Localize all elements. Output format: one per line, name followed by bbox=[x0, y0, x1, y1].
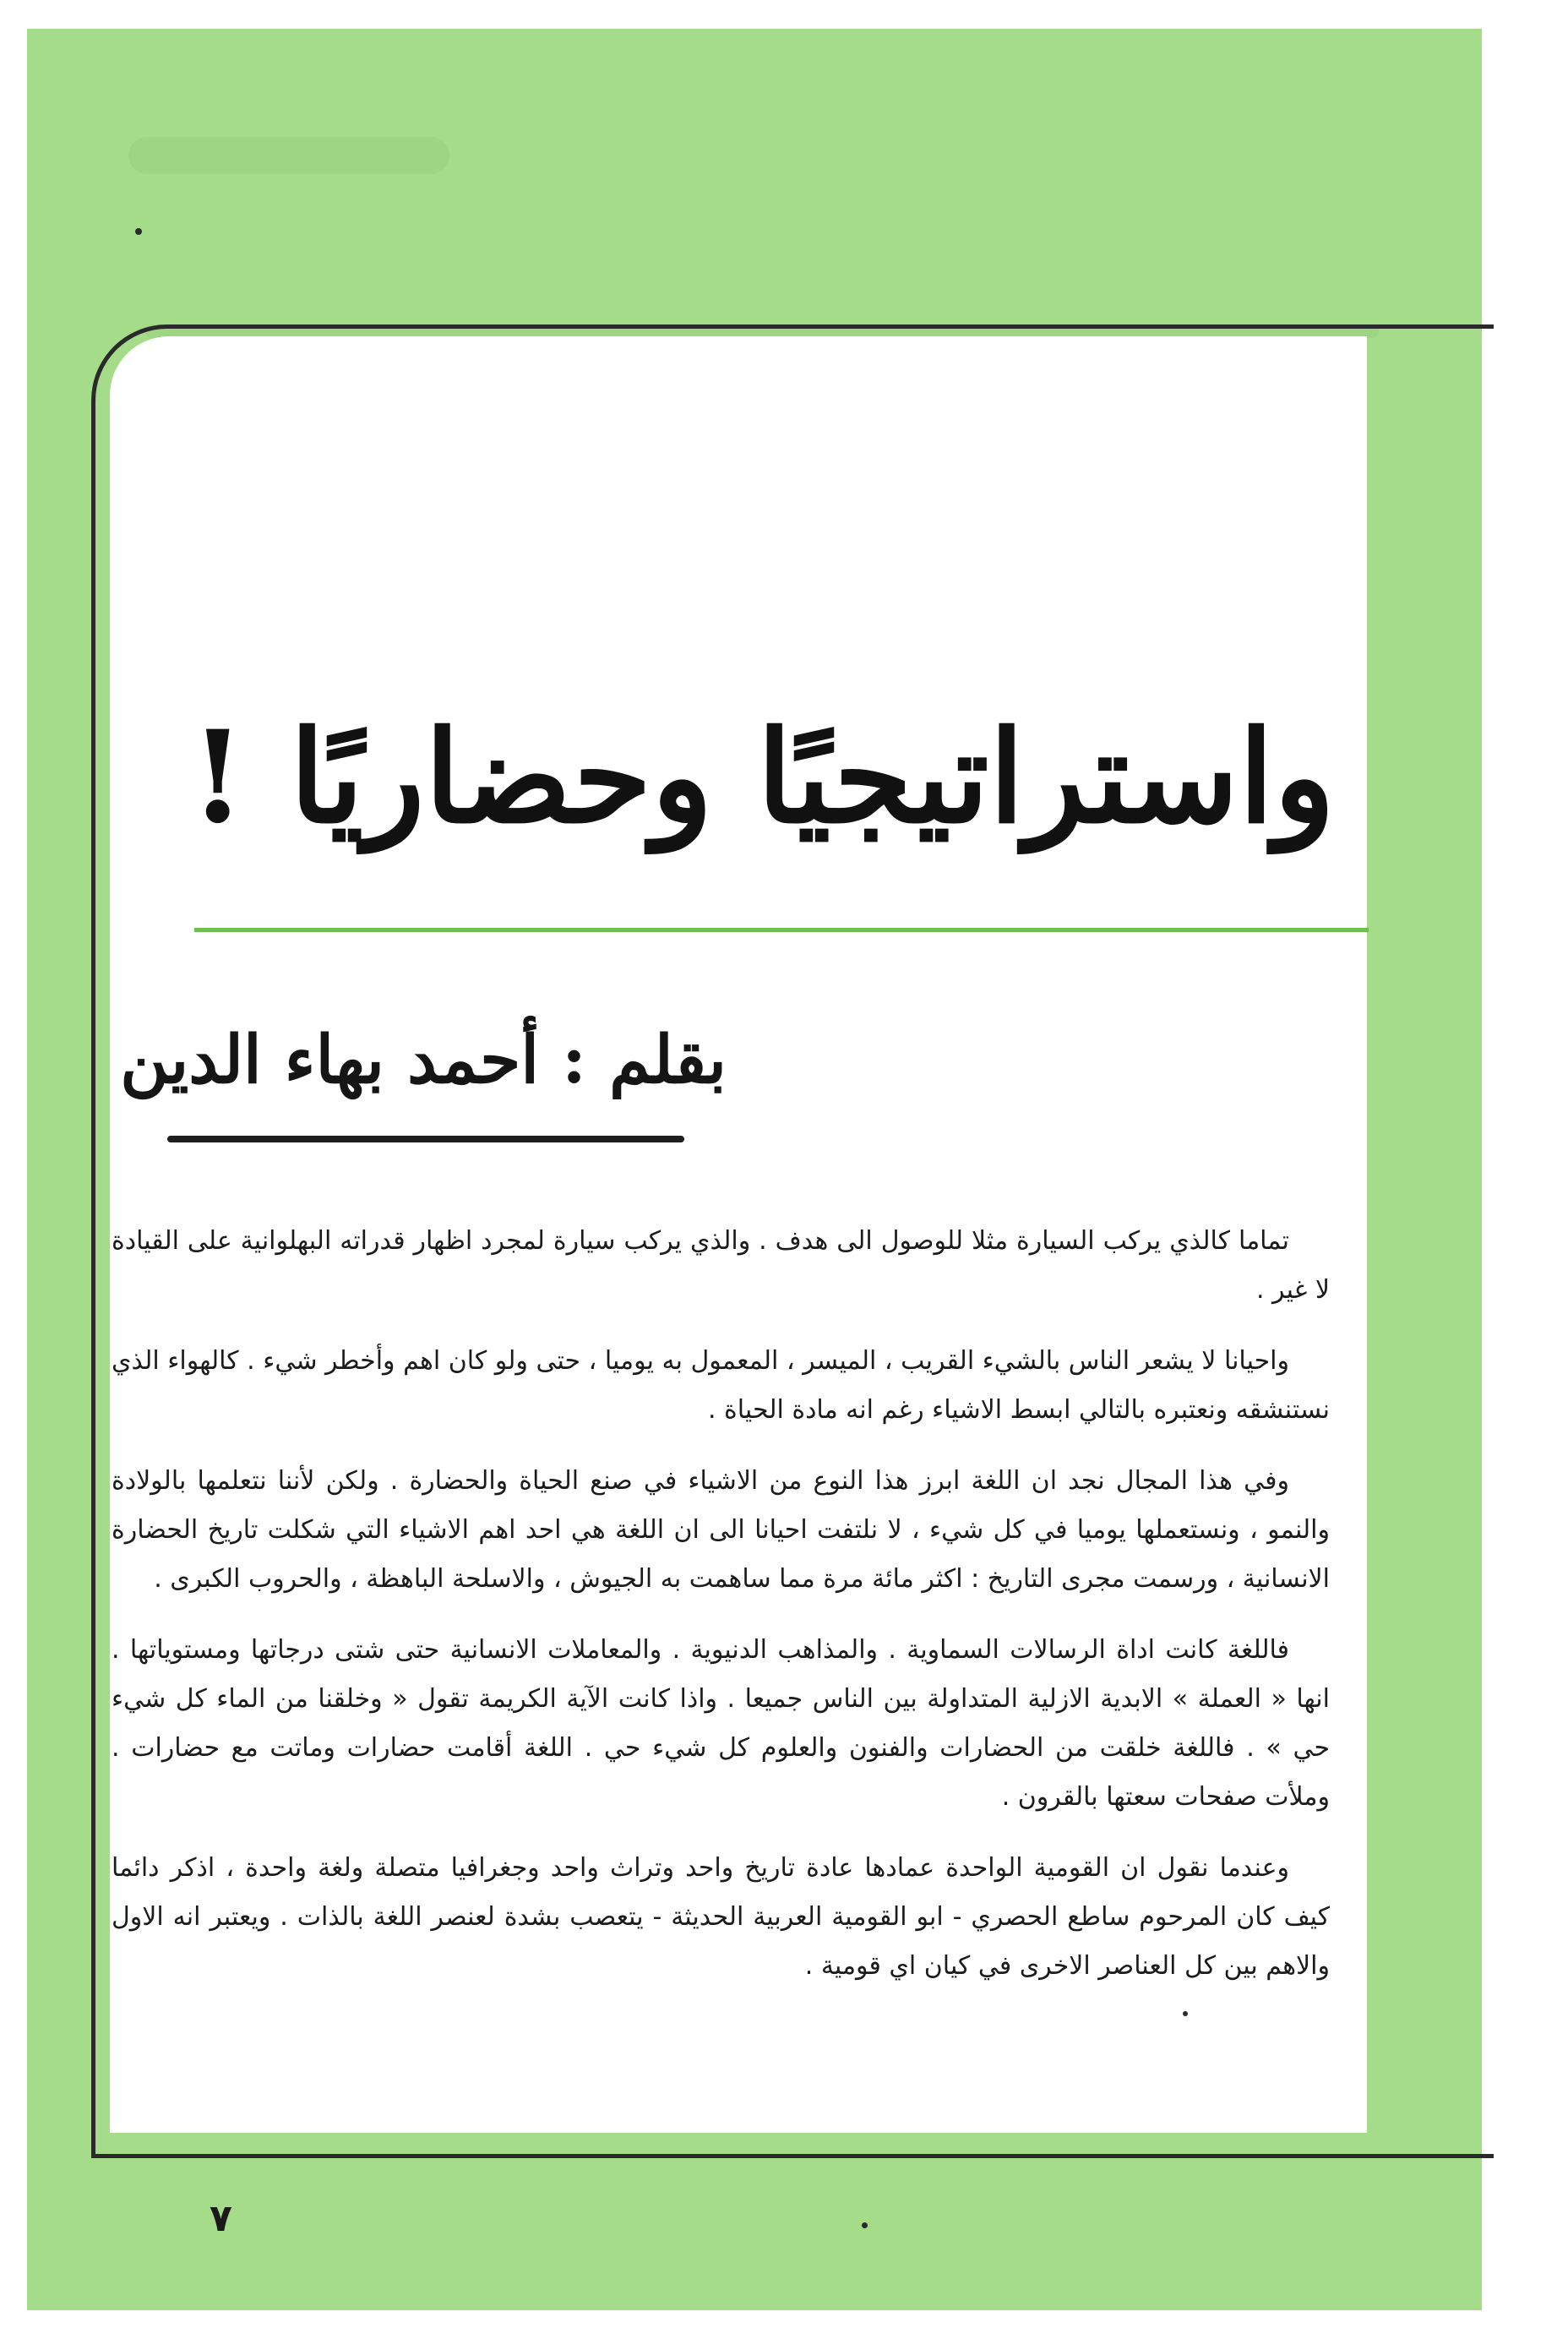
paragraph: واحيانا لا يشعر الناس بالشيء القريب ، الميسر ، المعمول به يوميا ، حتى ولو كان اهم وأخطر شيء . كالهواء الذي نستنشقه ونعتبره بالتالي ابسط الاشياء رغم انه مادة الحياة . bbox=[112, 1346, 1330, 1425]
bleed-through-masthead bbox=[128, 137, 449, 174]
print-speck bbox=[135, 228, 142, 235]
print-speck bbox=[862, 2222, 868, 2228]
article-body bbox=[112, 1217, 1330, 2013]
byline-underline bbox=[167, 1136, 684, 1142]
title-underline bbox=[194, 928, 1369, 932]
author-byline: بقلم : أحمد بهاء الدين bbox=[120, 1022, 727, 1099]
paragraph: وعندما نقول ان القومية الواحدة عمادها عادة تاريخ واحد وتراث واحد وجغرافيا متصلة ولغة واحدة ، اذكر دائما كيف كان المرحوم ساطع الحصري - ابو القومية العربية الحديثة - يتعصب بشدة لعنصر اللغة بالذات . ويعتبر انه الاول والاهم بين كل العناصر الاخرى في كيان اي قومية . bbox=[112, 1853, 1330, 1981]
page-number: ٧ bbox=[210, 2197, 232, 2240]
print-speck bbox=[1183, 2011, 1188, 2016]
paragraph: فاللغة كانت اداة الرسالات السماوية . والمذاهب الدنيوية . والمعاملات الانسانية حتى شتى درجاتها ومستوياتها . انها « العملة » الابدية الازلية المتداولة بين الناس جميعا . واذا كانت الآية الكريمة تقول « وخلقنا من الماء كل شيء حي » . فاللغة خلقت من الحضارات والفنون والعلوم كل شيء حي . اللغة أقامت حضارات وماتت مع حضارات . وملأت صفحات سعتها بالقرون . bbox=[112, 1635, 1330, 1812]
paragraph: تماما كالذي يركب السيارة مثلا للوصول الى هدف . والذي يركب سيارة لمجرد اظهار قدراته البهلوانية على القيادة لا غير . bbox=[112, 1226, 1330, 1305]
article-title: واستراتيجيًا وحضاريًا ! bbox=[189, 703, 1336, 852]
paragraph: وفي هذا المجال نجد ان اللغة ابرز هذا النوع من الاشياء في صنع الحياة والحضارة . ولكن لأننا نتعلمها بالولادة والنمو ، ونستعملها يوميا في كل شيء ، لا نلتفت احيانا الى ان اللغة هي احد اهم الاشياء التي شكلت تاريخ الحضارة الانسانية ، ورسمت مجرى التاريخ : اكثر مائة مرة مما ساهمت به الجيوش ، والاسلحة الباهظة ، والحروب الكبرى . bbox=[112, 1466, 1330, 1594]
article-title-block bbox=[169, 655, 1356, 925]
